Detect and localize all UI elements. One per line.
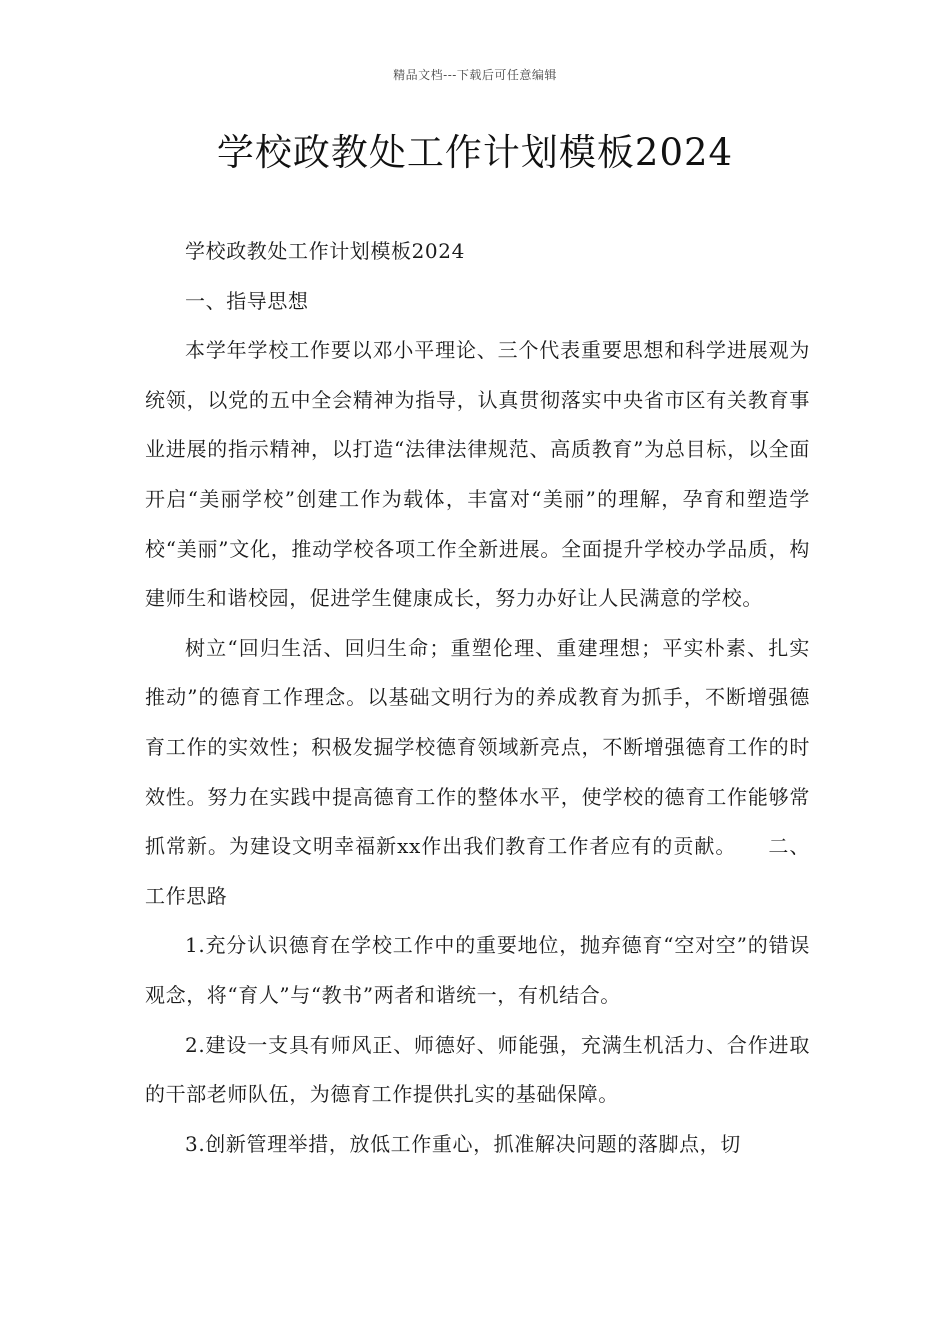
- paragraph-moral-education-concept: 树立“回归生活、回归生命；重塑伦理、重建理想；平实朴素、扎实推动”的德育工作理念。以基础文明行为的养成教育为抓手，不断增强德育工作的实效性；积极发掘学校德育领域新亮点，不断增强德育工作的时效性。努力在实践中提高德育工作的整体水平，使学校的德育工作能够常抓常新。为建设文明幸福新xx作出我们教育工作者应有的贡献。 二、工作思路: [145, 635, 810, 908]
- paragraph-guiding-ideology: 本学年学校工作要以邓小平理论、三个代表重要思想和科学进展观为统领，以党的五中全会精神为指导，认真贯彻落实中央省市区有关教育事业进展的指示精神，以打造“法律法律规范、高质教育”为总目标，以全面开启“美丽学校”创建工作为载体，丰富对“美丽”的理解，孕育和塑造学校“美丽”文化，推动学校各项工作全新进展。全面提升学校办学品质，构建师生和谐校园，促进学生健康成长，努力办好让人民满意的学校。: [145, 338, 810, 611]
- paragraph-item-3: 3.创新管理举措，放低工作重心，抓准解决问题的落脚点，切: [185, 1131, 741, 1156]
- document-body: [145, 227, 810, 1169]
- paragraph-item-2: 2.建设一支具有师风正、师德好、师能强，充满生机活力、合作进取的干部老师队伍，为德育工作提供扎实的基础保障。: [145, 1032, 810, 1107]
- paragraph-item-1: 1.充分认识德育在学校工作中的重要地位，抛弃德育“空对空”的错误观念，将“育人”与“教书”两者和谐统一，有机结合。: [145, 933, 810, 1007]
- paragraph-subtitle: 学校政教处工作计划模板2024: [185, 239, 465, 263]
- page-header: 精品文档---下载后可任意编辑: [393, 68, 557, 82]
- paragraph-heading-guiding-ideology: 一、指导思想: [185, 288, 309, 313]
- document-title: 学校政教处工作计划模板2024: [216, 131, 734, 174]
